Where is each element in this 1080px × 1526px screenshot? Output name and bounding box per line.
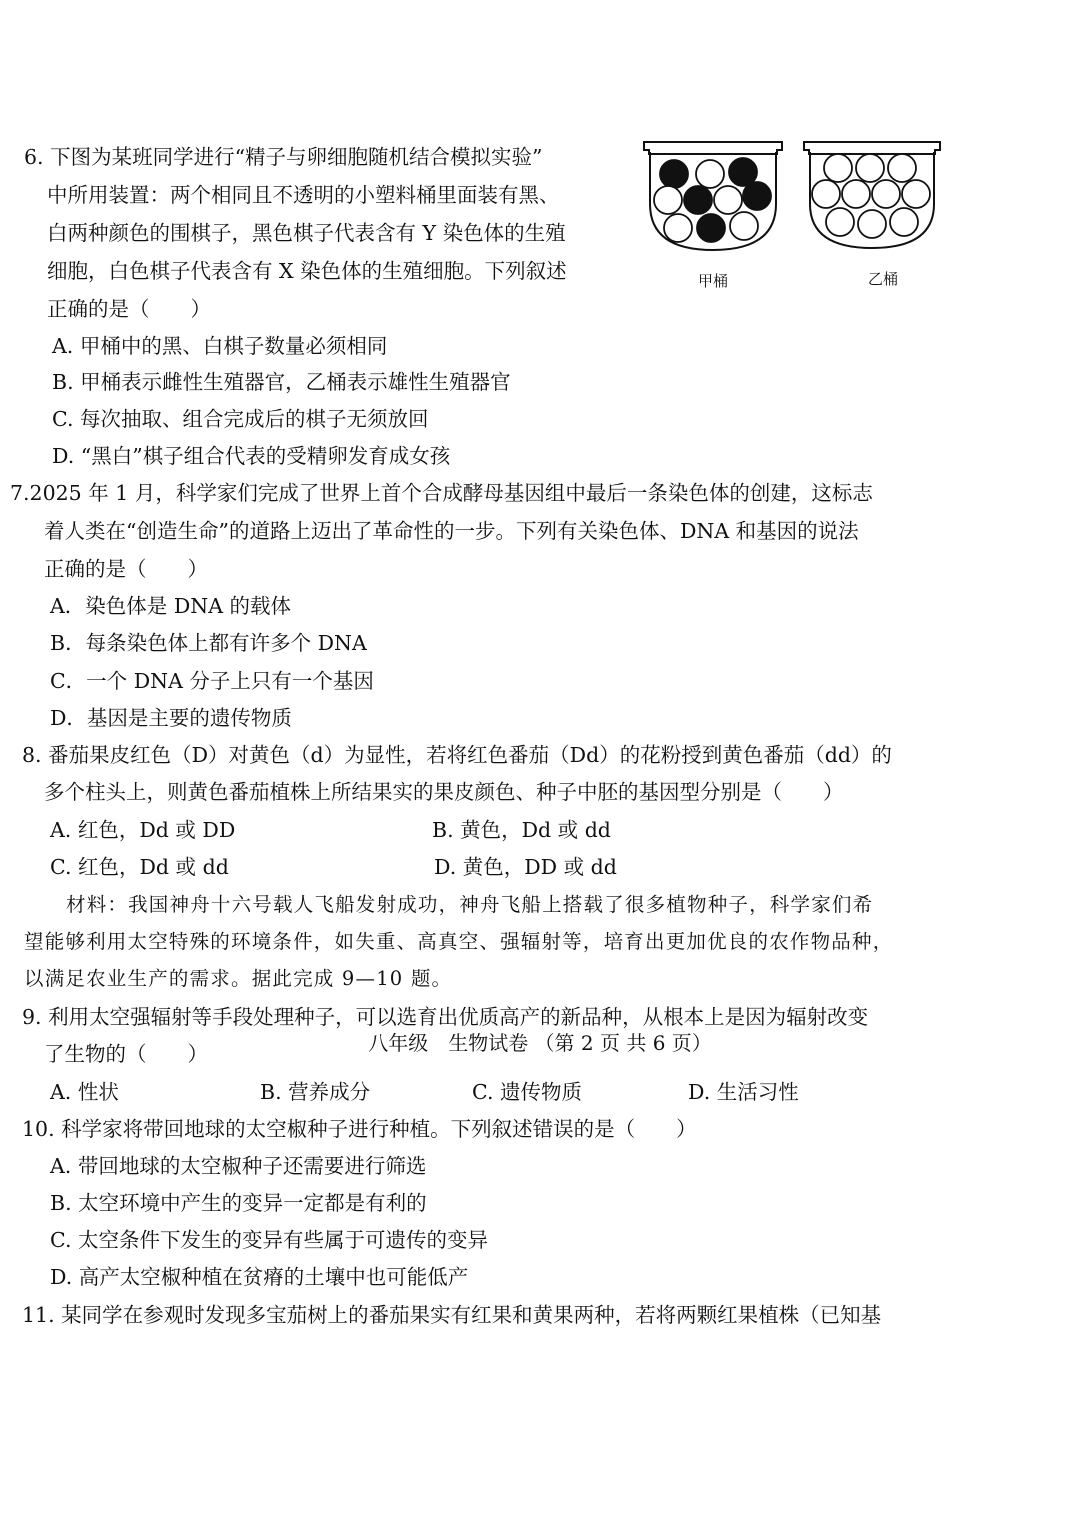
q8-option-a: A. 红色，Dd 或 DD — [50, 818, 236, 842]
q7-stem-line-1: 7.2025 年 1 月，科学家们完成了世界上首个合成酵母基因组中最后一条染色体的创建，这标志 — [10, 481, 873, 505]
q10-option-c: C. 太空条件下发生的变异有些属于可遗传的变异 — [50, 1228, 488, 1252]
q6-option-b: B. 甲桶表示雌性生殖器官，乙桶表示雄性生殖器官 — [52, 370, 511, 394]
q7-stem-line-2: 着人类在“创造生命”的道路上迈出了革命性的一步。下列有关染色体、DNA 和基因的说法 — [44, 519, 859, 543]
q10-option-a: A. 带回地球的太空椒种子还需要进行筛选 — [50, 1154, 427, 1178]
bucket-jia — [644, 142, 782, 250]
q7-option-c: C．一个 DNA 分子上只有一个基因 — [50, 669, 374, 693]
material-line-2: 望能够利用太空特殊的环境条件，如失重、高真空、强辐射等，培育出更加优良的农作物品种， — [24, 930, 894, 953]
q9-stem-line-2: 了生物的（ ） — [44, 1042, 208, 1066]
bucket-yi-label: 乙桶 — [868, 270, 899, 288]
material-line-3: 以满足农业生产的需求。据此完成 9—10 题。 — [24, 967, 453, 990]
q6-stem-line-3: 白两种颜色的围棋子，黑色棋子代表含有 Y 染色体的生殖 — [47, 221, 566, 245]
q8-stem-line-2: 多个柱头上，则黄色番茄植株上所结果实的果皮颜色、种子中胚的基因型分别是（ ） — [44, 780, 844, 804]
q6-stem-line-5: 正确的是（ ） — [47, 297, 211, 321]
q9-option-d: D. 生活习性 — [688, 1080, 799, 1104]
q9-option-a: A. 性状 — [50, 1080, 119, 1104]
q7-option-d: D．基因是主要的遗传物质 — [50, 706, 292, 730]
q10-option-d: D. 高产太空椒种植在贫瘠的土壤中也可能低产 — [50, 1265, 469, 1289]
q8-stem-line-1: 8. 番茄果皮红色（D）对黄色（d）为显性，若将红色番茄（Dd）的花粉授到黄色番茄（dd）的 — [22, 743, 892, 767]
q6-stem-line-2: 中所用装置：两个相同且不透明的小塑料桶里面装有黑、 — [47, 183, 560, 207]
bucket-yi — [804, 142, 940, 248]
q7-option-b: B．每条染色体上都有许多个 DNA — [50, 631, 367, 655]
q9-stem-line-1: 9. 利用太空强辐射等手段处理种子，可以选育出优质高产的新品种，从根本上是因为辐射改变 — [22, 1005, 869, 1029]
q7-stem-line-3: 正确的是（ ） — [44, 557, 208, 581]
q6-option-d: D. “黑白”棋子组合代表的受精卵发育成女孩 — [52, 444, 451, 468]
page-footer: 八年级 生物试卷 （第 2 页 共 6 页） — [368, 1031, 712, 1055]
q9-option-c: C. 遗传物质 — [472, 1080, 582, 1104]
q6-stem-line-4: 细胞，白色棋子代表含有 X 染色体的生殖细胞。下列叙述 — [47, 259, 567, 283]
q8-option-b: B. 黄色，Dd 或 dd — [432, 818, 611, 842]
q6-stem-line-1: 6. 下图为某班同学进行“精子与卵细胞随机结合模拟实验” — [24, 145, 543, 169]
q9-option-b: B. 营养成分 — [260, 1080, 371, 1104]
material-line-1: 材料：我国神舟十六号载人飞船发射成功，神舟飞船上搭载了很多植物种子，科学家们希 — [66, 893, 874, 916]
bucket-jia-label: 甲桶 — [698, 272, 729, 290]
q10-stem-line-1: 10. 科学家将带回地球的太空椒种子进行种植。下列叙述错误的是（ ） — [22, 1117, 697, 1141]
q11-stem-line-1: 11. 某同学在参观时发现多宝茄树上的番茄果实有红果和黄果两种，若将两颗红果植株（已知基 — [22, 1303, 882, 1327]
q8-option-c: C. 红色，Dd 或 dd — [50, 855, 229, 879]
q6-option-c: C. 每次抽取、组合完成后的棋子无须放回 — [52, 407, 429, 431]
q7-option-a: A．染色体是 DNA 的载体 — [50, 594, 292, 618]
bucket-figure — [640, 138, 950, 258]
q10-option-b: B. 太空环境中产生的变异一定都是有利的 — [50, 1191, 427, 1215]
q8-option-d: D. 黄色，DD 或 dd — [434, 855, 617, 879]
q6-option-a: A. 甲桶中的黑、白棋子数量必须相同 — [52, 334, 388, 358]
